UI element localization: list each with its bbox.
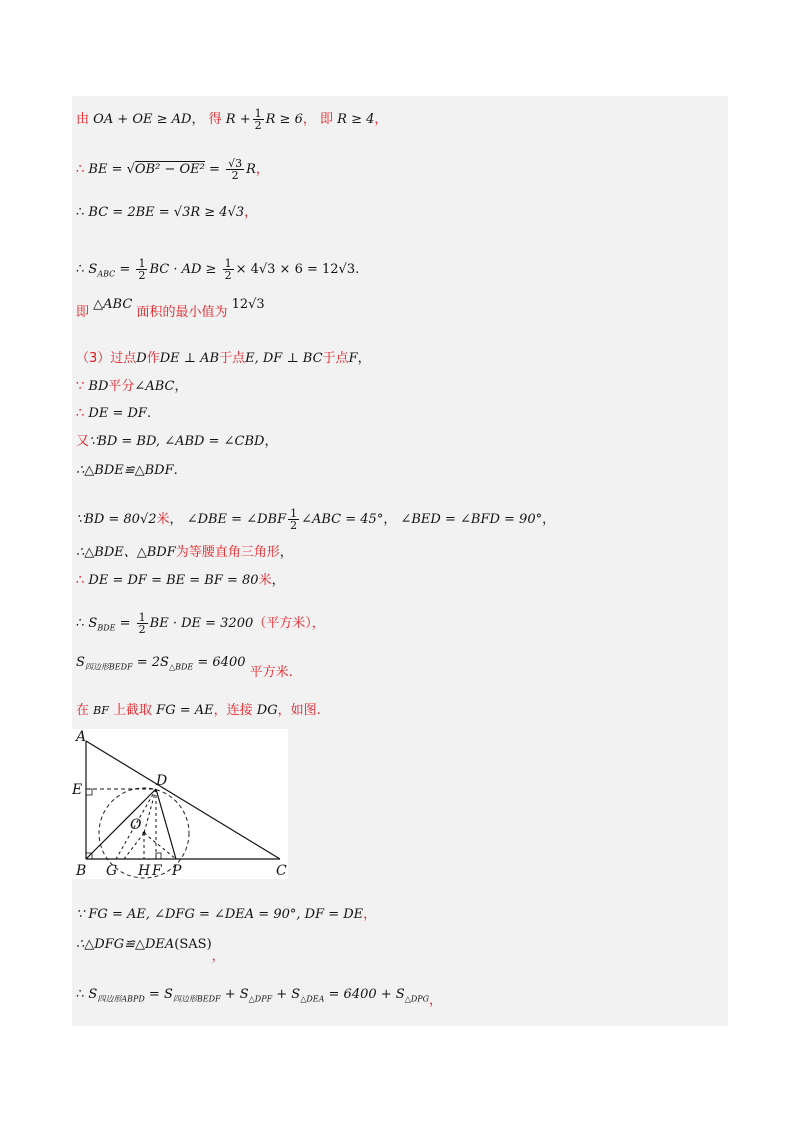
geometry-figure (72, 729, 288, 879)
frac-num: 1 (138, 611, 146, 624)
comma: ， (357, 351, 371, 366)
fraction-half-2 (223, 258, 234, 281)
expr-bed-bfd-90: ∠BED = ∠BFD = 90° (400, 512, 543, 527)
text-connect: ，连接 (213, 703, 253, 718)
frac-den: 2 (231, 169, 239, 182)
text-ji: 即 (76, 305, 90, 320)
expr-r-plus: R + (225, 112, 251, 127)
frac-num: 1 (224, 257, 232, 270)
line-1 (76, 108, 387, 131)
label-d: D (156, 773, 168, 789)
therefore-symbol: ∴ (76, 205, 85, 220)
comma: ， (174, 379, 188, 394)
line-7 (76, 378, 187, 396)
radicand: OB² − OE² (134, 162, 205, 177)
value-12sqrt3: 12√3 (231, 297, 265, 312)
line-11 (76, 508, 555, 531)
label-f: F (152, 863, 162, 879)
line-17 (76, 906, 376, 924)
therefore-symbol: ∴ (76, 162, 85, 177)
fraction-half (136, 258, 147, 281)
expr-congruent-bde-bdf: ∴△BDE≌△BDF (76, 463, 174, 478)
therefore-symbol: ∴ (76, 262, 85, 277)
comma: ， (211, 949, 225, 964)
line-4 (76, 258, 359, 284)
text-yudian-2: 于点 (322, 351, 349, 366)
area-s: S (88, 616, 98, 631)
because-symbol: ∵ (76, 379, 85, 394)
comma: ， (374, 112, 388, 127)
expr-6400: = 6400 (197, 655, 246, 670)
period: . (173, 463, 178, 478)
frac-den: 2 (290, 519, 298, 532)
expr-triangles: ∴△BDE、△BDF (76, 545, 176, 560)
point-d: D (136, 351, 147, 366)
area-sub: BDE (97, 623, 116, 633)
comma: ， (311, 616, 325, 631)
area-sub-2: △BDE (168, 662, 194, 672)
var-r: R (246, 162, 256, 177)
segment-dg: DG (256, 703, 278, 718)
area-s: S (76, 655, 85, 670)
area-sub: 四边形BEDF (84, 662, 133, 672)
unit-square-meter: 平方米. (249, 665, 293, 680)
line-6 (76, 350, 371, 368)
frac-num: √3 (228, 157, 243, 170)
line-3 (76, 204, 257, 222)
area-sub-2: 四边形BEDF (172, 994, 221, 1004)
line-15 (76, 654, 293, 680)
comma: ， (255, 162, 269, 177)
label-o: O (130, 817, 142, 833)
fraction-half (137, 612, 148, 635)
frac-num: 1 (138, 257, 146, 270)
expr-area-3200: BE · DE = 3200 (149, 616, 254, 631)
expr-be: BE = (88, 162, 123, 177)
line-12 (76, 544, 293, 562)
expr-2s: = 2S (136, 655, 169, 670)
line-5 (76, 297, 265, 322)
frac-num: 1 (290, 507, 298, 520)
label-h: H (138, 863, 151, 879)
expr-dbe: ∠DBE = ∠DBF (186, 512, 287, 527)
area-sub-5: △DPG (404, 994, 430, 1004)
comma: ， (279, 545, 293, 560)
fraction-sqrt3-2 (226, 158, 244, 181)
expr-de-perp-ab: DE ⊥ AB (159, 351, 220, 366)
equals: = (119, 616, 131, 631)
expr-de-eq-df: DE = DF (88, 406, 147, 421)
area-s: S (88, 262, 98, 277)
text-zuo: 作 (146, 351, 160, 366)
comma: ， (169, 512, 183, 527)
point-f: F (348, 351, 358, 366)
label-g: G (106, 863, 118, 879)
label-c: C (276, 863, 287, 879)
text-yudian: 于点 (219, 351, 246, 366)
text-part3: （3）过点 (76, 351, 137, 366)
expr-dfg-dea: ∵ FG = AE, ∠DFG = ∠DEA = 90°, DF = DE (76, 907, 364, 922)
comma: ， (191, 112, 205, 127)
comma: ， (302, 112, 316, 127)
expr-congruent-dfg-dea: ∴△DFG≌△DEA (76, 937, 175, 952)
line-16 (76, 702, 321, 720)
expr-bc: BC = 2BE = √3R ≥ 4√3 (88, 205, 245, 220)
segment-bd: BD (88, 379, 109, 394)
frac-den: 2 (138, 269, 146, 282)
text-isosceles-right: 为等腰直角三角形 (175, 545, 280, 560)
therefore-symbol: ∴ (76, 573, 85, 588)
line-9 (76, 433, 277, 451)
expr-plus-s: + S (224, 987, 249, 1002)
expr-equal-80: DE = DF = BE = BF = 80 (88, 573, 259, 588)
label-p: P (172, 863, 182, 879)
comma: ， (429, 993, 443, 1008)
label-a: A (76, 729, 87, 745)
label-b: B (76, 863, 87, 879)
expr-bd-angles: ∵BD = BD, ∠ABD = ∠CBD (89, 434, 265, 449)
text-bisect: 平分 (108, 379, 135, 394)
text-you: 又 (76, 434, 90, 449)
comma: ， (264, 434, 278, 449)
equals: = (119, 262, 131, 277)
area-sub: 四边形ABPD (97, 994, 145, 1004)
line-10 (76, 462, 178, 480)
therefore-symbol: ∴ (76, 616, 85, 631)
text-as-shown: ，如图. (277, 703, 321, 718)
unit-mi: 米 (156, 512, 170, 527)
triangle-abc: △ABC (93, 297, 133, 312)
therefore-symbol: ∴ (76, 987, 85, 1002)
comma: ， (542, 512, 556, 527)
line-19 (76, 986, 442, 1009)
expr-product: × 4√3 × 6 = 12√3 (235, 262, 356, 277)
expr-bc-ad: BC · AD ≥ (149, 262, 217, 277)
text-ji: 即 (320, 112, 334, 127)
fraction-half (253, 108, 264, 131)
expr-plus-s-2: + S (276, 987, 301, 1002)
line-14 (76, 612, 325, 638)
unit-mi: 米 (258, 573, 272, 588)
area-sub-4: △DEA (300, 994, 325, 1004)
expr-6400-plus-s: = 6400 + S (328, 987, 405, 1002)
comma: ， (271, 573, 285, 588)
text-min-area: 面积的最小值为 (136, 305, 228, 320)
comma: ， (383, 512, 397, 527)
area-s: S (88, 987, 98, 1002)
expr-abc-45: ∠ABC = 45° (301, 512, 384, 527)
frac-den: 2 (138, 623, 146, 636)
fraction-half (288, 508, 299, 531)
expr-bd-length: ∵BD = 80√2 (76, 512, 157, 527)
line-8 (76, 405, 151, 423)
area-sub: ABC (97, 269, 116, 279)
text-cut: 上截取 (113, 703, 153, 718)
therefore-symbol: ∴ (76, 406, 85, 421)
angle-abc: ∠ABC (134, 379, 175, 394)
expr-r-ge-4: R ≥ 4 (337, 112, 375, 127)
expr-df-perp-bc: E, DF ⊥ BC (245, 351, 323, 366)
frac-den: 2 (224, 269, 232, 282)
frac-den: 2 (254, 119, 262, 132)
comma: ， (244, 205, 258, 220)
line-13 (76, 572, 285, 590)
text-de: 得 (208, 112, 222, 127)
equals: = (209, 162, 220, 177)
area-sub-3: △DPF (248, 994, 273, 1004)
expr-r-ge-6: R ≥ 6 (265, 112, 303, 127)
unit-square-meter: （平方米） (253, 616, 312, 631)
text-sas: (SAS) (174, 937, 212, 952)
comma: ， (363, 907, 377, 922)
expr-fg-ae: FG = AE (156, 703, 214, 718)
expr-eq-s: = S (148, 987, 173, 1002)
period: . (355, 262, 360, 277)
frac-num: 1 (254, 107, 262, 120)
period: . (146, 406, 152, 421)
expr-oa-oe-ad: OA + OE ≥ AD (93, 112, 192, 127)
label-e: E (72, 782, 83, 798)
center-point (143, 832, 146, 835)
text-zai: 在 (76, 703, 90, 718)
text-you: 由 (76, 112, 90, 127)
line-18 (76, 936, 225, 964)
segment-bf: BF (93, 704, 109, 717)
line-2: ∴ BE = √OB² − OE² = $\frac{√3}{2}$ R， (76, 157, 269, 182)
